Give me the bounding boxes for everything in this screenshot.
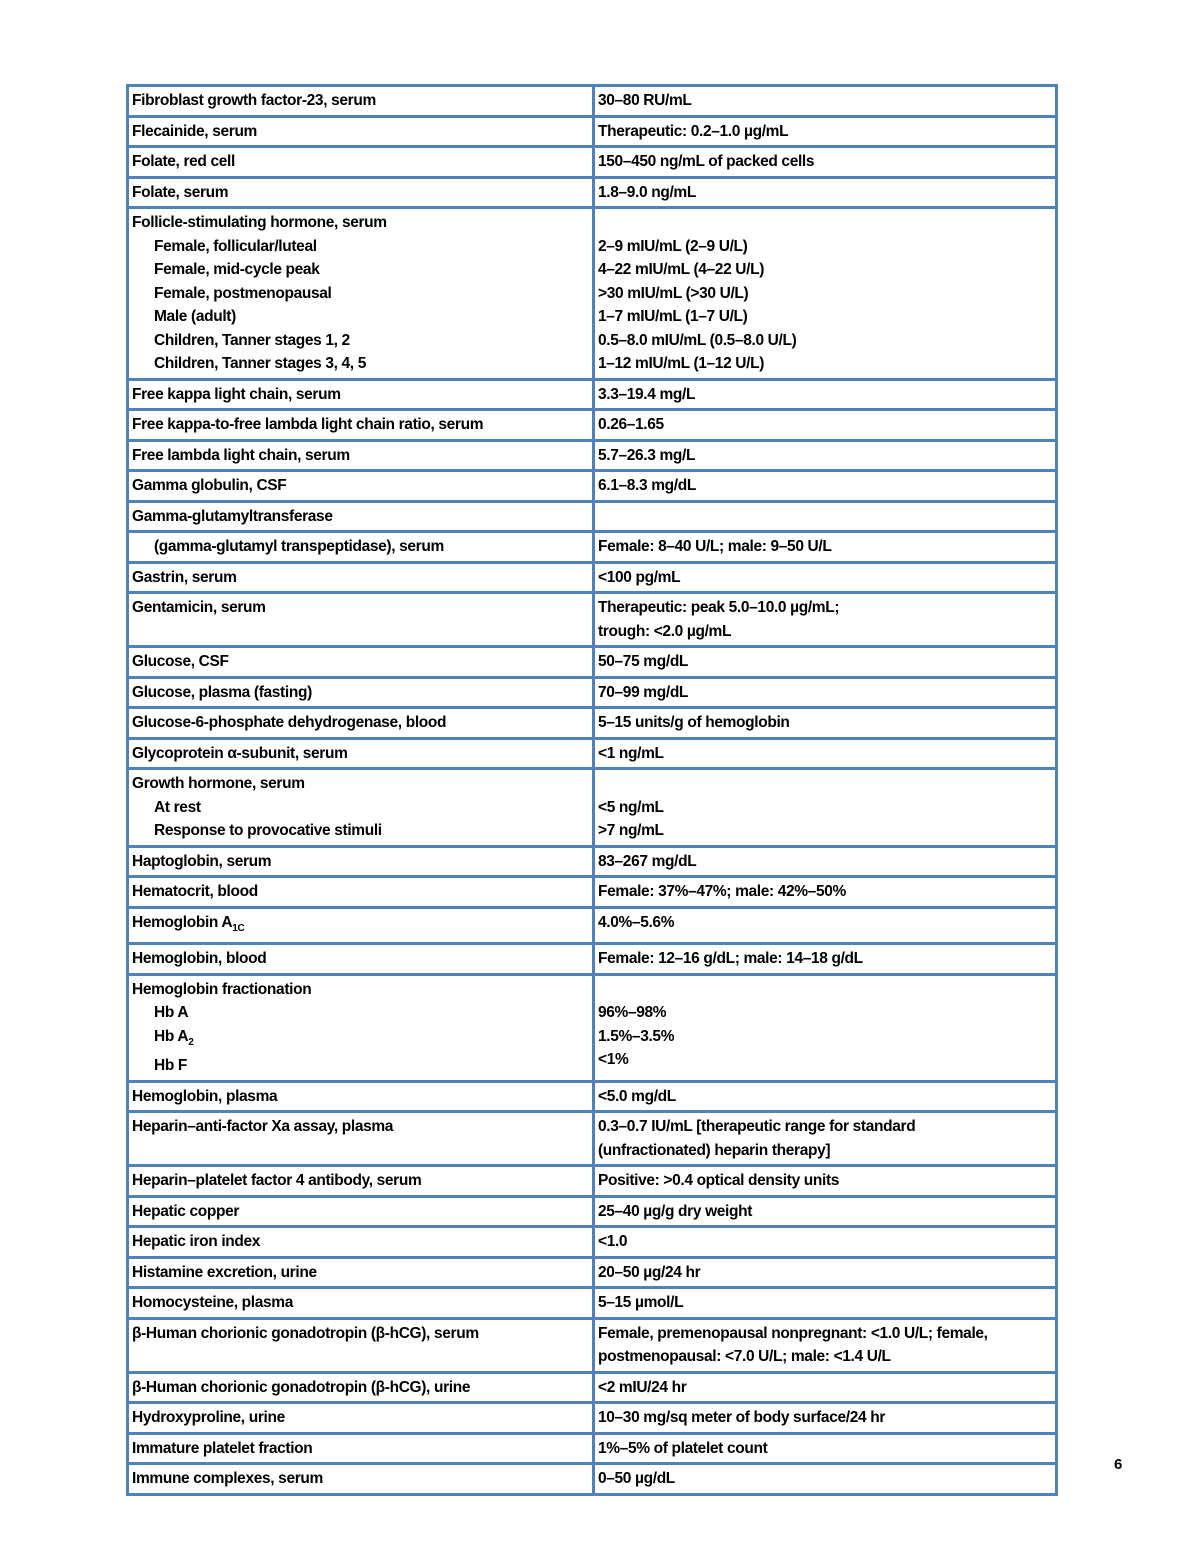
cell-text: Free kappa-to-free lambda light chain ratio, serum: [132, 416, 484, 433]
reference-value-cell: [592, 530, 1055, 561]
reference-value-cell: [592, 706, 1055, 737]
test-name-line: [132, 1200, 588, 1224]
cell-text: Hb A: [154, 1004, 189, 1022]
reference-value-line: [598, 1437, 1051, 1461]
reference-value-line: [598, 1169, 1051, 1193]
table-row: [129, 561, 1055, 592]
cell-text: 5.7–26.3 mg/L: [598, 446, 696, 464]
cell-text: 150–450 ng/mL of packed cells: [598, 153, 815, 170]
cell-text: Female, follicular/luteal: [154, 237, 317, 255]
reference-value-cell: [592, 1256, 1055, 1287]
cell-text: Female, postmenopausal: [154, 284, 332, 302]
table-row: [129, 1225, 1055, 1256]
cell-text: 6.1–8.3 mg/dL: [598, 477, 696, 494]
test-name-line: [132, 413, 588, 437]
test-name-line: [132, 181, 588, 205]
test-name-line: [132, 1085, 588, 1109]
cell-text: Glycoprotein α-subunit, serum: [132, 744, 348, 762]
cell-text: 30–80 RU/mL: [598, 92, 692, 109]
cell-text: Growth hormone, serum: [132, 775, 305, 792]
reference-value-line: [598, 650, 1051, 674]
reference-value-cell: [592, 1371, 1055, 1402]
cell-text: Hemoglobin, blood: [132, 950, 267, 968]
test-name-cell: [129, 645, 592, 676]
cell-text: trough: <2.0 µg/mL: [598, 622, 732, 640]
reference-value-cell: [592, 767, 1055, 845]
test-name-line: [132, 474, 588, 498]
table-row: [129, 942, 1055, 973]
cell-text: 4.0%–5.6%: [598, 913, 675, 931]
cell-text: <5 ng/mL: [598, 798, 664, 816]
table-row: [129, 1401, 1055, 1432]
test-name-line: [132, 650, 588, 674]
test-name-cell: [129, 906, 592, 943]
reference-value-line: [598, 235, 1051, 259]
table-row: [129, 1080, 1055, 1111]
reference-value-line: [598, 535, 1051, 559]
test-name-cell: [129, 1110, 592, 1164]
cell-text: Immature platelet fraction: [132, 1439, 313, 1457]
reference-value-cell: [592, 1225, 1055, 1256]
test-name-line: [132, 1322, 588, 1346]
reference-value-line: [598, 772, 1051, 796]
test-name-cell: [129, 408, 592, 439]
reference-value-cell: [592, 408, 1055, 439]
test-name-line: [132, 352, 588, 376]
table-row: [129, 1462, 1055, 1493]
reference-value-line: [598, 89, 1051, 113]
reference-value-line: [598, 1085, 1051, 1109]
test-name-line: [132, 120, 588, 144]
reference-value-line: [598, 947, 1051, 971]
test-name-line: [132, 535, 588, 559]
reference-value-line: [598, 1376, 1051, 1400]
cell-text: Fibroblast growth factor-23, serum: [132, 92, 376, 109]
test-name-cell: [129, 176, 592, 207]
table-row: [129, 1286, 1055, 1317]
cell-text: Free lambda light chain, serum: [132, 446, 350, 464]
test-name-line: [132, 1230, 588, 1254]
reference-value-line: [598, 1467, 1051, 1491]
reference-value-cell: [592, 145, 1055, 176]
reference-value-line: [598, 181, 1051, 205]
cell-text: Hepatic iron index: [132, 1233, 261, 1251]
test-name-line: [132, 1291, 588, 1315]
reference-value-line: [598, 880, 1051, 904]
reference-value-line: [598, 150, 1051, 174]
reference-value-line: [598, 305, 1051, 329]
table-row: [129, 408, 1055, 439]
cell-text: 1.5%–3.5%: [598, 1027, 675, 1045]
cell-text: 20–50 µg/24 hr: [598, 1263, 701, 1281]
reference-value-cell: [592, 645, 1055, 676]
test-name-line: [132, 383, 588, 407]
cell-text: 10–30 mg/sq meter of body surface/24 hr: [598, 1409, 885, 1427]
table-row: [129, 767, 1055, 845]
reference-value-line: [598, 1139, 1051, 1163]
test-name-line: [132, 1001, 588, 1025]
cell-text: <1 ng/mL: [598, 744, 664, 762]
table-row: [129, 1256, 1055, 1287]
cell-text: 0.26–1.65: [598, 416, 664, 433]
test-name-line: [132, 1169, 588, 1193]
cell-text: Folate, red cell: [132, 153, 235, 170]
cell-text: 70–99 mg/dL: [598, 683, 689, 701]
reference-value-cell: [592, 906, 1055, 943]
cell-text: Folate, serum: [132, 183, 229, 201]
test-name-line: [132, 681, 588, 705]
cell-text: Female, premenopausal nonpregnant: <1.0 U/L; female,: [598, 1324, 988, 1342]
cell-text: Gastrin, serum: [132, 568, 237, 586]
cell-text: 0.5–8.0 mIU/mL (0.5–8.0 U/L): [598, 331, 797, 349]
test-name-line: [132, 235, 588, 259]
cell-text: β-Human chorionic gonadotropin (β-hCG), serum: [132, 1324, 479, 1342]
reference-value-cell: [592, 500, 1055, 531]
cell-text: Free kappa light chain, serum: [132, 385, 341, 403]
cell-text: 83–267 mg/dL: [598, 852, 697, 870]
reference-value-line: [598, 1406, 1051, 1430]
table-row: [129, 87, 1055, 115]
reference-value-cell: [592, 176, 1055, 207]
test-name-line: [132, 796, 588, 820]
page-number: 6: [1114, 1456, 1123, 1473]
test-name-cell: [129, 378, 592, 409]
test-name-cell: [129, 875, 592, 906]
cell-text: 5–15 units/g of hemoglobin: [598, 714, 790, 731]
cell-text: Hb A: [154, 1027, 189, 1045]
cell-text: postmenopausal: <7.0 U/L; male: <1.4 U/L: [598, 1348, 891, 1366]
test-name-cell: [129, 561, 592, 592]
reference-value-line: [598, 681, 1051, 705]
cell-text: Hemoglobin fractionation: [132, 980, 312, 998]
test-name-cell: [129, 1462, 592, 1493]
cell-text: 0–50 µg/dL: [598, 1470, 675, 1488]
reference-value-line: [598, 329, 1051, 353]
reference-value-line: [598, 505, 1051, 529]
subscript-text: 1C: [232, 922, 245, 934]
table-row: [129, 1371, 1055, 1402]
test-name-line: [132, 1406, 588, 1430]
cell-text: 5–15 µmol/L: [598, 1294, 684, 1312]
reference-value-line: [598, 711, 1051, 735]
cell-text: Therapeutic: 0.2–1.0 µg/mL: [598, 122, 789, 140]
reference-value-line: [598, 120, 1051, 144]
test-name-cell: [129, 1225, 592, 1256]
test-name-line: [132, 444, 588, 468]
test-name-line: [132, 1054, 588, 1078]
reference-value-cell: [592, 737, 1055, 768]
table-row: [129, 845, 1055, 876]
table-row: [129, 439, 1055, 470]
cell-text: (gamma-glutamyl transpeptidase), serum: [154, 538, 444, 555]
cell-text: β-Human chorionic gonadotropin (β-hCG), urine: [132, 1378, 471, 1396]
reference-value-cell: [592, 1110, 1055, 1164]
cell-text: Hematocrit, blood: [132, 883, 258, 900]
test-name-line: [132, 258, 588, 282]
table-row: [129, 1432, 1055, 1463]
reference-value-line: [598, 1115, 1051, 1139]
reference-value-cell: [592, 561, 1055, 592]
subscript-text: 2: [188, 1036, 194, 1048]
reference-value-line: [598, 819, 1051, 843]
reference-value-cell: [592, 206, 1055, 378]
cell-text: Therapeutic: peak 5.0–10.0 µg/mL;: [598, 599, 840, 616]
cell-text: Hb F: [154, 1057, 188, 1075]
reference-value-cell: [592, 1164, 1055, 1195]
cell-text: Histamine excretion, urine: [132, 1263, 317, 1281]
test-name-cell: [129, 145, 592, 176]
cell-text: (unfractionated) heparin therapy]: [598, 1141, 831, 1159]
reference-value-line: [598, 1345, 1051, 1369]
test-name-line: [132, 1376, 588, 1400]
test-name-cell: [129, 1401, 592, 1432]
reference-value-line: [598, 352, 1051, 376]
reference-value-cell: [592, 942, 1055, 973]
test-name-cell: [129, 1286, 592, 1317]
test-name-line: [132, 305, 588, 329]
reference-value-line: [598, 383, 1051, 407]
test-name-line: [132, 505, 588, 529]
reference-value-line: [598, 1025, 1051, 1049]
reference-value-line: [598, 1048, 1051, 1072]
test-name-line: [132, 850, 588, 874]
cell-text: 25–40 µg/g dry weight: [598, 1202, 753, 1220]
test-name-cell: [129, 87, 592, 115]
cell-text: Glucose, CSF: [132, 653, 229, 670]
reference-value-line: [598, 444, 1051, 468]
table-row: [129, 145, 1055, 176]
table-row: [129, 176, 1055, 207]
test-name-cell: [129, 942, 592, 973]
test-name-cell: [129, 1080, 592, 1111]
table-row: [129, 645, 1055, 676]
reference-value-line: [598, 850, 1051, 874]
cell-text: Female: 8–40 U/L; male: 9–50 U/L: [598, 538, 832, 555]
reference-value-line: [598, 211, 1051, 235]
test-name-line: [132, 772, 588, 796]
cell-text: Hemoglobin A: [132, 913, 233, 931]
cell-text: Female, mid-cycle peak: [154, 261, 320, 278]
cell-text: 96%–98%: [598, 1004, 667, 1022]
test-name-cell: [129, 469, 592, 500]
cell-text: 0.3–0.7 IU/mL [therapeutic range for standard: [598, 1118, 916, 1136]
cell-text: Children, Tanner stages 3, 4, 5: [154, 355, 366, 372]
cell-text: 1–12 mIU/mL (1–12 U/L): [598, 355, 765, 372]
reference-value-line: [598, 978, 1051, 1002]
cell-text: Homocysteine, plasma: [132, 1294, 293, 1312]
cell-text: 2–9 mIU/mL (2–9 U/L): [598, 237, 748, 255]
reference-value-cell: [592, 87, 1055, 115]
reference-value-cell: [592, 591, 1055, 645]
reference-value-line: [598, 1230, 1051, 1254]
cell-text: <2 mIU/24 hr: [598, 1378, 687, 1396]
cell-text: 50–75 mg/dL: [598, 653, 689, 670]
cell-text: >30 mIU/mL (>30 U/L): [598, 284, 749, 302]
test-name-line: [132, 978, 588, 1002]
test-name-cell: [129, 591, 592, 645]
reference-value-cell: [592, 1286, 1055, 1317]
test-name-line: [132, 596, 588, 620]
cell-text: <1%: [598, 1051, 629, 1069]
test-name-line: [132, 1261, 588, 1285]
test-name-line: [132, 566, 588, 590]
test-name-cell: [129, 1256, 592, 1287]
reference-value-line: [598, 796, 1051, 820]
test-name-cell: [129, 206, 592, 378]
cell-text: Hepatic copper: [132, 1202, 240, 1220]
cell-text: Glucose-6-phosphate dehydrogenase, blood: [132, 714, 447, 731]
test-name-line: [132, 1467, 588, 1491]
test-name-cell: [129, 737, 592, 768]
cell-text: Gentamicin, serum: [132, 599, 266, 616]
reference-value-cell: [592, 115, 1055, 146]
table-row: [129, 206, 1055, 378]
test-name-line: [132, 211, 588, 235]
cell-text: Hydroxyproline, urine: [132, 1409, 285, 1427]
table-row: [129, 973, 1055, 1080]
table-row: [129, 737, 1055, 768]
reference-value-line: [598, 1261, 1051, 1285]
reference-value-cell: [592, 1317, 1055, 1371]
table-row: [129, 530, 1055, 561]
reference-value-cell: [592, 439, 1055, 470]
test-name-line: [132, 329, 588, 353]
table-body: [129, 87, 1055, 1493]
test-name-cell: [129, 845, 592, 876]
table-row: [129, 1164, 1055, 1195]
cell-text: Female: 37%–47%; male: 42%–50%: [598, 883, 846, 900]
test-name-cell: [129, 500, 592, 531]
test-name-line: [132, 1437, 588, 1461]
reference-value-cell: [592, 1401, 1055, 1432]
cell-text: Female: 12–16 g/dL; male: 14–18 g/dL: [598, 950, 863, 968]
cell-text: Children, Tanner stages 1, 2: [154, 331, 350, 349]
reference-value-line: [598, 258, 1051, 282]
test-name-line: [132, 1115, 588, 1139]
table-row: [129, 706, 1055, 737]
test-name-cell: [129, 1317, 592, 1371]
cell-text: At rest: [154, 798, 201, 816]
table-row: [129, 115, 1055, 146]
table-row: [129, 1317, 1055, 1371]
test-name-cell: [129, 706, 592, 737]
reference-value-line: [598, 1200, 1051, 1224]
test-name-line: [132, 880, 588, 904]
table-row: [129, 875, 1055, 906]
test-name-line: [132, 947, 588, 971]
reference-value-cell: [592, 845, 1055, 876]
cell-text: Immune complexes, serum: [132, 1470, 323, 1488]
test-name-cell: [129, 1195, 592, 1226]
cell-text: Flecainide, serum: [132, 122, 257, 140]
cell-text: Glucose, plasma (fasting): [132, 683, 312, 701]
cell-text: <5.0 mg/dL: [598, 1087, 676, 1105]
cell-text: Follicle-stimulating hormone, serum: [132, 214, 387, 231]
reference-value-line: [598, 620, 1051, 644]
table-row: [129, 378, 1055, 409]
test-name-line: [132, 1025, 588, 1055]
table-row: [129, 1195, 1055, 1226]
cell-text: 3.3–19.4 mg/L: [598, 385, 696, 403]
cell-text: Hemoglobin, plasma: [132, 1087, 278, 1105]
test-name-line: [132, 282, 588, 306]
reference-value-line: [598, 1001, 1051, 1025]
test-name-cell: [129, 767, 592, 845]
test-name-cell: [129, 1371, 592, 1402]
reference-value-line: [598, 282, 1051, 306]
cell-text: Gamma-glutamyltransferase: [132, 507, 333, 525]
reference-value-line: [598, 911, 1051, 935]
reference-value-cell: [592, 378, 1055, 409]
reference-value-line: [598, 596, 1051, 620]
cell-text: <1.0: [598, 1233, 628, 1251]
cell-text: <100 pg/mL: [598, 568, 681, 586]
test-name-line: [132, 89, 588, 113]
cell-text: 1%–5% of platelet count: [598, 1439, 768, 1457]
test-name-cell: [129, 1164, 592, 1195]
test-name-line: [132, 711, 588, 735]
test-name-line: [132, 742, 588, 766]
reference-value-cell: [592, 1195, 1055, 1226]
reference-value-cell: [592, 1462, 1055, 1493]
test-name-cell: [129, 973, 592, 1080]
reference-value-cell: [592, 676, 1055, 707]
test-name-line: [132, 150, 588, 174]
test-name-cell: [129, 1432, 592, 1463]
cell-text: Gamma globulin, CSF: [132, 477, 287, 494]
reference-value-line: [598, 413, 1051, 437]
cell-text: >7 ng/mL: [598, 822, 664, 839]
reference-value-line: [598, 742, 1051, 766]
table-row: [129, 500, 1055, 531]
reference-value-cell: [592, 1080, 1055, 1111]
cell-text: Haptoglobin, serum: [132, 852, 272, 870]
test-name-cell: [129, 676, 592, 707]
cell-text: Heparin–platelet factor 4 antibody, serum: [132, 1172, 422, 1190]
test-name-line: [132, 819, 588, 843]
cell-text: 1.8–9.0 ng/mL: [598, 183, 696, 201]
reference-value-line: [598, 1291, 1051, 1315]
cell-text: Heparin–anti-factor Xa assay, plasma: [132, 1118, 394, 1136]
reference-range-table: [126, 84, 1058, 1496]
table-row: [129, 906, 1055, 943]
cell-text: Male (adult): [154, 308, 236, 325]
reference-value-cell: [592, 875, 1055, 906]
test-name-cell: [129, 530, 592, 561]
cell-text: Response to provocative stimuli: [154, 822, 382, 839]
cell-text: 4–22 mIU/mL (4–22 U/L): [598, 261, 765, 278]
test-name-line: [132, 911, 588, 941]
cell-text: Positive: >0.4 optical density units: [598, 1172, 840, 1190]
table-row: [129, 591, 1055, 645]
test-name-cell: [129, 439, 592, 470]
table-row: [129, 1110, 1055, 1164]
table-row: [129, 676, 1055, 707]
reference-value-cell: [592, 973, 1055, 1080]
reference-value-cell: [592, 1432, 1055, 1463]
reference-value-line: [598, 566, 1051, 590]
cell-text: 1–7 mIU/mL (1–7 U/L): [598, 308, 748, 325]
reference-value-line: [598, 474, 1051, 498]
reference-value-line: [598, 1322, 1051, 1346]
table-row: [129, 469, 1055, 500]
reference-value-cell: [592, 469, 1055, 500]
test-name-cell: [129, 115, 592, 146]
